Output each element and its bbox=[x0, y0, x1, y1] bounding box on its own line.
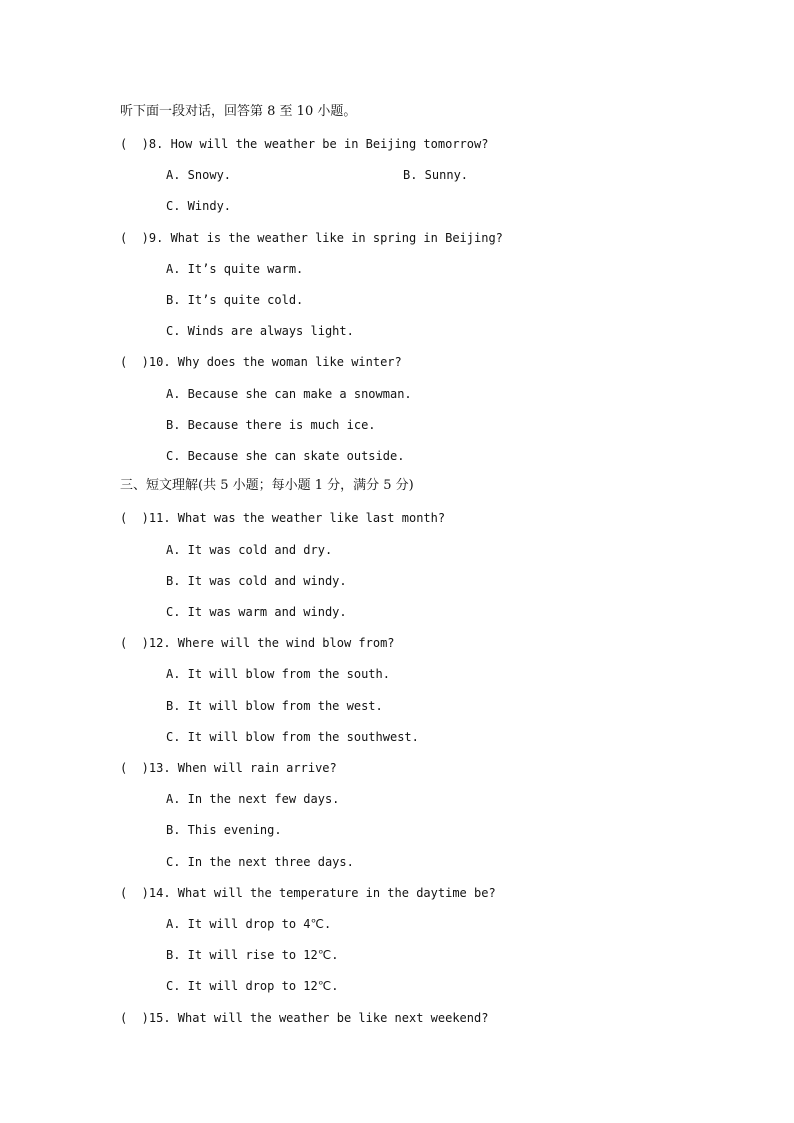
question-12-stem: ( )12. Where will the wind blow from? bbox=[120, 636, 395, 650]
question-13-option-b: B. This evening. bbox=[166, 823, 282, 837]
question-10-option-b: B. Because there is much ice. bbox=[166, 418, 376, 432]
question-10-stem: ( )10. Why does the woman like winter? bbox=[120, 355, 402, 369]
question-14-option-a: A. It will drop to 4℃. bbox=[166, 917, 332, 931]
question-11-stem: ( )11. What was the weather like last month? bbox=[120, 511, 446, 525]
question-12-option-b: B. It will blow from the west. bbox=[166, 699, 383, 713]
question-12-option-a: A. It will blow from the south. bbox=[166, 667, 390, 681]
question-11-option-c: C. It was warm and windy. bbox=[166, 605, 347, 619]
question-10-option-a: A. Because she can make a snowman. bbox=[166, 387, 412, 401]
question-8-option-a: A. Snowy. bbox=[166, 168, 232, 182]
section-3-heading: 三、短文理解(共 5 小题；每小题 1 分，满分 5 分) bbox=[120, 478, 414, 493]
question-8-option-b: B. Sunny. bbox=[403, 168, 469, 182]
question-8-stem: ( )8. How will the weather be in Beijing tomorrow? bbox=[120, 137, 489, 151]
question-9-stem: ( )9. What is the weather like in spring in Beijing? bbox=[120, 231, 503, 245]
question-9-option-c: C. Winds are always light. bbox=[166, 324, 354, 338]
question-12-option-c: C. It will blow from the southwest. bbox=[166, 730, 419, 744]
question-11-option-a: A. It was cold and dry. bbox=[166, 543, 333, 557]
question-13-option-a: A. In the next few days. bbox=[166, 792, 340, 806]
question-13-option-c: C. In the next three days. bbox=[166, 855, 354, 869]
question-11-option-b: B. It was cold and windy. bbox=[166, 574, 347, 588]
question-14-stem: ( )14. What will the temperature in the daytime be? bbox=[120, 886, 496, 900]
question-8-option-c: C. Windy. bbox=[166, 199, 232, 213]
question-10-option-c: C. Because she can skate outside. bbox=[166, 449, 405, 463]
question-9-option-a: A. It’s quite warm. bbox=[166, 262, 304, 276]
question-14-option-b: B. It will rise to 12℃. bbox=[166, 948, 339, 962]
question-15-stem: ( )15. What will the weather be like next weekend? bbox=[120, 1011, 489, 1025]
question-9-option-b: B. It’s quite cold. bbox=[166, 293, 304, 307]
question-13-stem: ( )13. When will rain arrive? bbox=[120, 761, 337, 775]
question-14-option-c: C. It will drop to 12℃. bbox=[166, 979, 339, 993]
listening-intro: 听下面一段对话，回答第 8 至 10 小题。 bbox=[120, 104, 357, 119]
